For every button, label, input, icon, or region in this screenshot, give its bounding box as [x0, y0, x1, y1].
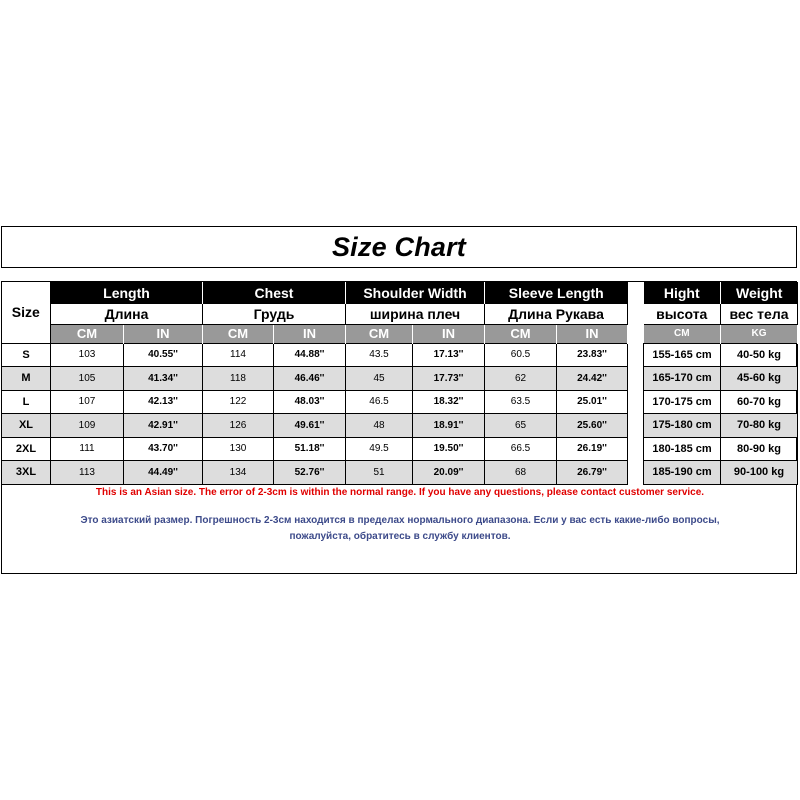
weight-range-cell: 40-50 kg: [721, 343, 798, 367]
size-cell: M: [2, 367, 51, 391]
cm-value-cell: 103: [51, 343, 124, 367]
inch-value-cell: 26.79'': [557, 461, 628, 485]
table-row: [2, 461, 628, 485]
height-range-cell: 185-190 cm: [644, 461, 721, 485]
size-cell: 2XL: [2, 437, 51, 461]
table-row: [644, 390, 798, 414]
cm-value-cell: 66.5: [485, 437, 557, 461]
inch-value-cell: 25.60'': [557, 414, 628, 438]
unit-in: IN: [124, 324, 203, 343]
table-row: [644, 461, 798, 485]
inch-value-cell: 18.32'': [413, 390, 485, 414]
cm-value-cell: 111: [51, 437, 124, 461]
inch-value-cell: 51.18'': [274, 437, 346, 461]
cm-value-cell: 65: [485, 414, 557, 438]
inch-value-cell: 49.61'': [274, 414, 346, 438]
inch-value-cell: 19.50'': [413, 437, 485, 461]
unit-cm: CM: [346, 324, 413, 343]
inch-value-cell: 24.42'': [557, 367, 628, 391]
size-cell: S: [2, 343, 51, 367]
cm-value-cell: 63.5: [485, 390, 557, 414]
cm-value-cell: 48: [346, 414, 413, 438]
inch-value-cell: 20.09'': [413, 461, 485, 485]
body-measure-body: [644, 282, 798, 484]
table-row: [644, 343, 798, 367]
inch-value-cell: 40.55'': [124, 343, 203, 367]
cm-value-cell: 49.5: [346, 437, 413, 461]
weight-range-cell: 70-80 kg: [721, 414, 798, 438]
header-sleeve-length-ru: Длина Рукава: [485, 304, 628, 324]
weight-range-cell: 80-90 kg: [721, 437, 798, 461]
cm-value-cell: 105: [51, 367, 124, 391]
inch-value-cell: 25.01'': [557, 390, 628, 414]
unit-in: IN: [413, 324, 485, 343]
inch-value-cell: 18.91'': [413, 414, 485, 438]
height-range-cell: 175-180 cm: [644, 414, 721, 438]
size-cell: XL: [2, 414, 51, 438]
header-shoulder-width: Shoulder Width: [346, 282, 485, 304]
header-shoulder-width-ru: ширина плеч: [346, 304, 485, 324]
inch-value-cell: 44.49'': [124, 461, 203, 485]
size-column-header: Size: [2, 282, 51, 343]
cm-value-cell: 45: [346, 367, 413, 391]
inch-value-cell: 42.13'': [124, 390, 203, 414]
header-weight: Weight: [721, 282, 798, 304]
unit-in: IN: [274, 324, 346, 343]
height-range-cell: 180-185 cm: [644, 437, 721, 461]
cm-value-cell: 68: [485, 461, 557, 485]
inch-value-cell: 43.70'': [124, 437, 203, 461]
size-cell: 3XL: [2, 461, 51, 485]
header-row-ru: [2, 304, 628, 324]
inch-value-cell: 23.83'': [557, 343, 628, 367]
unit-cm: CM: [203, 324, 274, 343]
inch-value-cell: 26.19'': [557, 437, 628, 461]
table-row: [644, 367, 798, 391]
cm-value-cell: 62: [485, 367, 557, 391]
header-weight-ru: вес тела: [721, 304, 798, 324]
unit-cm: CM: [51, 324, 124, 343]
unit-in: IN: [557, 324, 628, 343]
side-unit-row: [644, 324, 798, 343]
cm-value-cell: 51: [346, 461, 413, 485]
cm-value-cell: 134: [203, 461, 274, 485]
unit-row: [2, 324, 628, 343]
header-chest: Chest: [203, 282, 346, 304]
weight-range-cell: 45-60 kg: [721, 367, 798, 391]
header-chest-ru: Грудь: [203, 304, 346, 324]
cm-value-cell: 109: [51, 414, 124, 438]
asian-size-note-ru: Это азиатский размер. Погрешность 2-3см находится в пределах нормального диапазона. Если у вас есть какие-либо вопросы, пожалуйста, обратитесь в службу клиентов.: [80, 515, 720, 542]
asian-size-note-en: This is an Asian size. The error of 2-3cm is within the normal range. If you have any questions, please contact customer service.: [95, 487, 705, 498]
table-row: [644, 437, 798, 461]
height-range-cell: 155-165 cm: [644, 343, 721, 367]
cm-value-cell: 122: [203, 390, 274, 414]
inch-value-cell: 44.88'': [274, 343, 346, 367]
header-height-ru: высота: [644, 304, 721, 324]
height-range-cell: 165-170 cm: [644, 367, 721, 391]
table-row: [2, 414, 628, 438]
side-header-row-en: [644, 282, 798, 304]
cm-value-cell: 46.5: [346, 390, 413, 414]
inch-value-cell: 48.03'': [274, 390, 346, 414]
header-length-ru: Длина: [51, 304, 203, 324]
header-row-en: [2, 282, 628, 304]
height-range-cell: 170-175 cm: [644, 390, 721, 414]
side-header-row-ru: [644, 304, 798, 324]
cm-value-cell: 60.5: [485, 343, 557, 367]
cm-value-cell: 113: [51, 461, 124, 485]
weight-range-cell: 90-100 kg: [721, 461, 798, 485]
size-table-body: [2, 282, 628, 484]
unit-height: CM: [644, 324, 721, 343]
header-length: Length: [51, 282, 203, 304]
header-sleeve-length: Sleeve Length: [485, 282, 628, 304]
cm-value-cell: 107: [51, 390, 124, 414]
inch-value-cell: 42.91'': [124, 414, 203, 438]
table-row: [2, 367, 628, 391]
cm-value-cell: 126: [203, 414, 274, 438]
inch-value-cell: 46.46'': [274, 367, 346, 391]
title-box: [1, 226, 797, 268]
weight-range-cell: 60-70 kg: [721, 390, 798, 414]
table-row: [2, 437, 628, 461]
size-cell: L: [2, 390, 51, 414]
inch-value-cell: 17.73'': [413, 367, 485, 391]
cm-value-cell: 118: [203, 367, 274, 391]
table-row: [644, 414, 798, 438]
table-row: [2, 390, 628, 414]
inch-value-cell: 17.13'': [413, 343, 485, 367]
cm-value-cell: 43.5: [346, 343, 413, 367]
header-height: Hight: [644, 282, 721, 304]
cm-value-cell: 114: [203, 343, 274, 367]
table-row: [2, 343, 628, 367]
cm-value-cell: 130: [203, 437, 274, 461]
unit-weight: KG: [721, 324, 798, 343]
size-table: [1, 282, 628, 485]
body-measure-table: [643, 282, 798, 485]
unit-cm: CM: [485, 324, 557, 343]
page-title: Size Chart: [331, 231, 467, 262]
inch-value-cell: 52.76'': [274, 461, 346, 485]
inch-value-cell: 41.34'': [124, 367, 203, 391]
